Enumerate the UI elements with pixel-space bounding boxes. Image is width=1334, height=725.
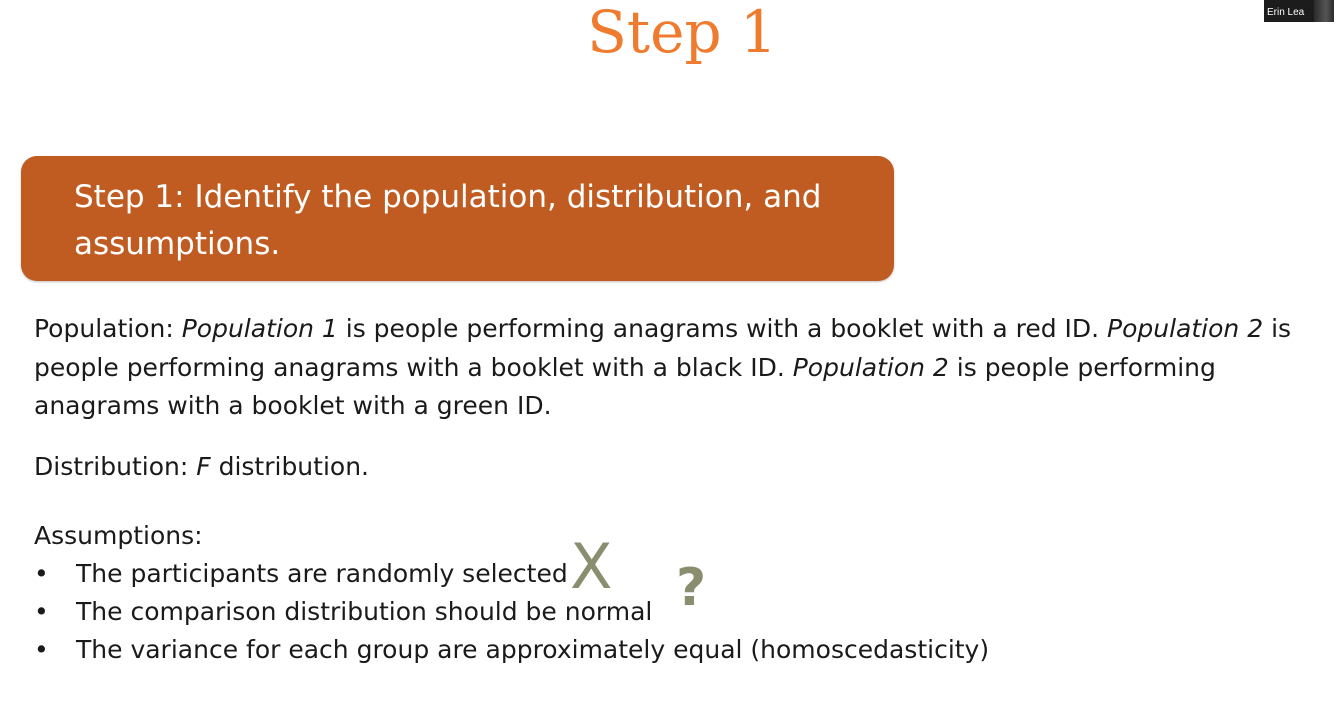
population-label: Population: <box>34 314 182 343</box>
assumption-text: The comparison distribution should be normal <box>76 597 653 626</box>
population-paragraph <box>34 310 1334 426</box>
assumptions-label: Assumptions: <box>34 521 203 550</box>
slide-title: Step 1 <box>587 0 777 66</box>
population-1-text: is people performing anagrams with a booklet with a red ID. <box>337 314 1108 343</box>
camera-feed <box>1314 0 1334 22</box>
population-2-name: Population 2 <box>1107 314 1264 343</box>
bullet-icon: • <box>34 559 49 588</box>
participant-video-tile[interactable] <box>1264 0 1334 22</box>
list-item <box>34 555 989 593</box>
distribution-paragraph <box>34 448 1334 487</box>
bullet-icon: • <box>34 635 49 664</box>
population-1-name: Population 1 <box>181 314 338 343</box>
bullet-icon: • <box>34 597 49 626</box>
assumptions-list <box>34 555 989 669</box>
banner-text: Step 1: Identify the population, distribution, and assumptions. <box>74 179 822 262</box>
population-2-text: is people performing anagrams with a booklet with a black ID. <box>34 314 1292 382</box>
population-3-text: is people performing anagrams with a booklet with a green ID. <box>34 352 1216 420</box>
distribution-name: F <box>196 452 211 481</box>
x-mark-annotation: X <box>570 530 613 603</box>
population-3-name: Population 2 <box>792 352 949 382</box>
list-item <box>34 631 989 669</box>
participant-name: Erin Lea <box>1267 7 1305 18</box>
distribution-text: distribution. <box>210 452 369 481</box>
list-item <box>34 593 989 631</box>
assumption-text: The participants are randomly selected <box>76 559 568 588</box>
assumption-text: The variance for each group are approximately equal (homoscedasticity) <box>76 635 990 664</box>
distribution-label: Distribution: <box>34 452 197 481</box>
question-mark-annotation: ? <box>676 558 707 618</box>
step-banner <box>21 156 894 281</box>
